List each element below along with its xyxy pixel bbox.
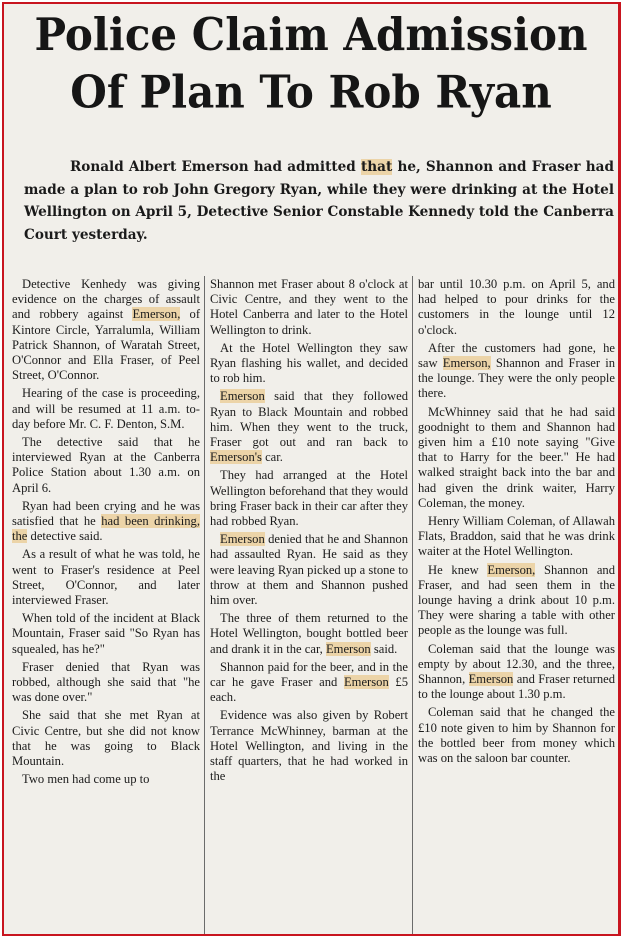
highlight-emerson: Emerson: [343, 675, 389, 690]
highlight-emerson: Emerson,: [487, 562, 536, 577]
col2-paragraph: They had arranged at the Hotel Wellington beforehand that they would bring Fraser back in their car after they had robbed Ryan.: [210, 468, 408, 529]
highlight-emerson: Emerson,: [442, 356, 491, 371]
text: Coleman said that the lounge was empty by about 12.30, and the three, Shannon,: [418, 641, 615, 687]
highlight-emerson: Emerson,: [132, 307, 181, 322]
text: The three of them returned to the Hotel Wellington, bought bottled beer and drank it in the car,: [210, 611, 408, 656]
highlight-emerson: Emerson: [220, 389, 265, 404]
col1-paragraph: The detective said that he interviewed Ryan at the Canberra Police Station about 1.30 a.m. on April 6.: [12, 435, 200, 495]
column-1: [12, 277, 200, 791]
lead-paragraph: [24, 156, 614, 246]
col1-paragraph: [12, 277, 200, 383]
text: of Kintore Circle, Yarralumla, William Patrick Shannon, of Waratah Street, O'Connor and Ella Fraser, of Peel Street, O'Connor.: [12, 307, 201, 383]
col3-paragraph: Coleman said that he changed the £10 note given to him by Shannon for the bottled beer from money which was on the saloon bar counter.: [418, 705, 615, 766]
col1-paragraph: Hearing of the case is proceeding, and will be resumed at 11 a.m. to-day before Mr. C. F. Denton, S.M.: [12, 386, 200, 431]
col2-paragraph: [210, 660, 408, 706]
col2-paragraph: [210, 389, 408, 465]
col3-paragraph: Henry William Coleman, of Allawah Flats, Braddon, said that he was drink waiter at the Hotel Wellington.: [418, 514, 615, 559]
text: Ryan had been crying and he was satisfied that he: [12, 498, 200, 529]
text: and Fraser returned to the lounge about 1.30 p.m.: [418, 672, 616, 702]
lead-text-b: he, Shannon and Fraser had made a plan to rob John Gregory Ryan, while they were drinking at the Hotel Wellington on April 5, Detective Senior Constable Kennedy told the Canberra Court yesterday.: [24, 159, 614, 243]
col2-paragraph: Evidence was also given by Robert Terrance McWhinney, barman at the Hotel Wellington, and living in the staff quarters, that he had worked in the: [210, 708, 408, 784]
column-3: [418, 277, 615, 769]
text: denied that he and Shannon had assaulted Ryan. He said as they were leaving Ryan picked up a stone to throw at them and Shannon pushed him over.: [210, 532, 408, 608]
text: Shannon and Fraser in the lounge. They were the only people there.: [418, 356, 616, 401]
col1-paragraph: Fraser denied that Ryan was robbed, although she said that "he was done over.": [12, 659, 200, 705]
col1-paragraph: Two men had come up to: [22, 772, 150, 787]
text: £5 each.: [210, 675, 408, 705]
col2-paragraph: Shannon met Fraser about 8 o'clock at Civic Centre, and they went to the Hotel Canberra and later to the Hotel Wellington to drink.: [210, 277, 408, 337]
text: Shannon and Fraser, and had seen them in the lounge having a drink about 10 p.m. They were sharing a table with other people as the lounge was full.: [418, 562, 615, 638]
col1-paragraph: [12, 499, 200, 545]
highlight-emerson: Emerson: [220, 532, 265, 547]
col3-paragraph: [418, 642, 615, 703]
col2-paragraph: [210, 532, 408, 608]
col1-paragraph: As a result of what he was told, he went to Fraser's residence at Peel Street, O'Connor, and later interviewed Fraser.: [12, 547, 200, 608]
lead-highlight: that: [360, 159, 393, 175]
text: After the customers had gone, he saw: [418, 340, 615, 371]
text: car.: [261, 450, 283, 465]
headline-line-2: Of Plan To Rob Ryan: [70, 66, 552, 119]
highlight-emerson: Emerson: [468, 672, 514, 687]
col1-paragraph: She said that she met Ryan at Civic Centre, but she did not know that he was going to Black Mountain.: [12, 708, 200, 769]
text: detective said.: [27, 529, 103, 544]
highlight-phrase: had been drinking, the: [12, 514, 201, 544]
text: said.: [370, 641, 398, 656]
column-divider-2: [412, 276, 413, 936]
text: He knew: [428, 562, 488, 577]
col3-paragraph: [418, 341, 615, 402]
headline: [4, 7, 618, 121]
lead-text-a: Ronald Albert Emerson had admitted: [70, 159, 361, 175]
col3-paragraph: McWhinney said that he had said goodnight to them and Shannon had given him a £10 note saying "Give that to Harry for the beer." He had walked straight back into the bar and had given the drink waiter, Harry Coleman, the money.: [418, 404, 615, 510]
highlight-emerson: Emerson's: [210, 450, 262, 465]
column-2: [210, 277, 408, 788]
col1-paragraph: When told of the incident at Black Mountain, Fraser said "So Ryan has squealed, has he?": [12, 611, 200, 656]
text: Detective Kenhedy was giving evidence on the charges of assault and robbery against: [12, 277, 200, 322]
text: Shannon paid for the beer, and in the car he gave Fraser and: [210, 659, 408, 690]
clipping-frame: [2, 2, 621, 936]
col3-paragraph: [418, 563, 615, 639]
text: said that they followed Ryan to Black Mountain and robbed him. When they went to the truck, Fraser got out and ran back to: [210, 389, 408, 450]
column-divider-1: [204, 276, 205, 936]
headline-line-1: Police Claim Admission: [34, 8, 588, 61]
col2-paragraph: At the Hotel Wellington they saw Ryan flashing his wallet, and decided to rob him.: [210, 340, 408, 386]
col2-paragraph: [210, 611, 408, 657]
highlight-emerson: Emerson: [325, 641, 371, 656]
col3-paragraph: bar until 10.30 p.m. on April 5, and had helped to pour drinks for the customers in the lounge until 12 o'clock.: [418, 277, 615, 337]
